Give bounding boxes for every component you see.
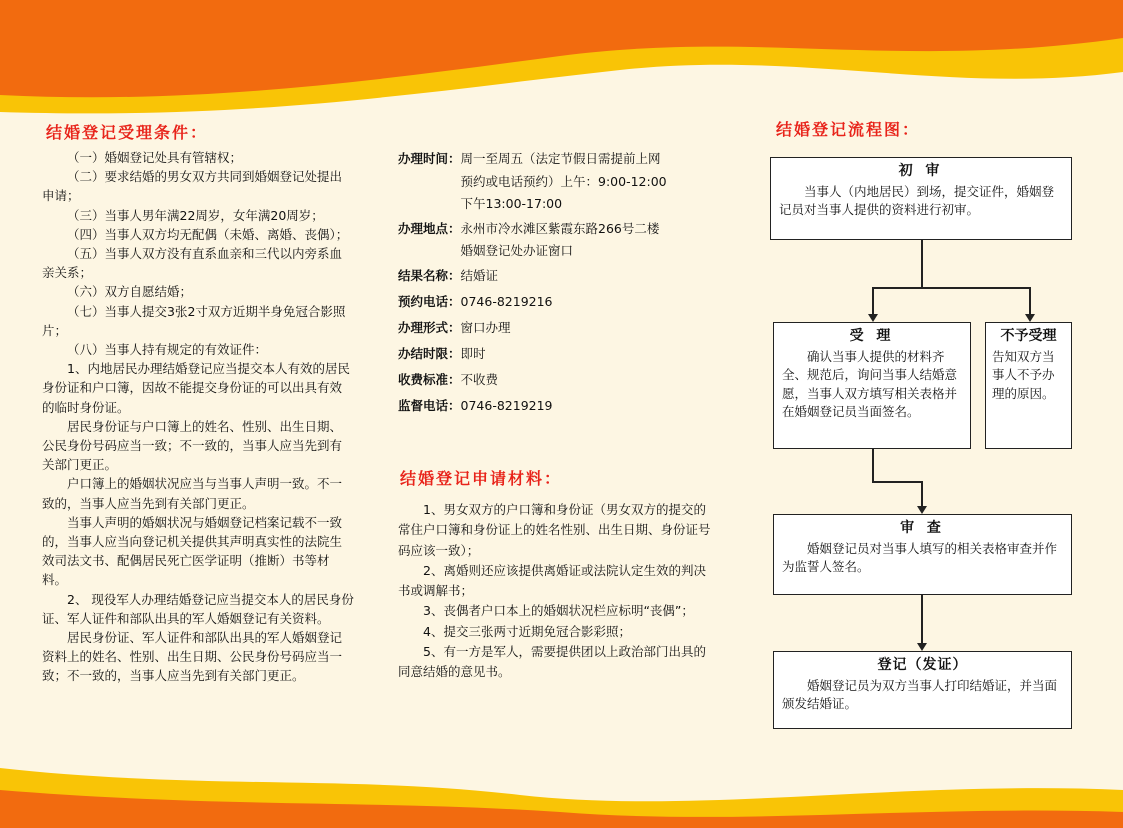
- paragraph: （八）当事人持有规定的有效证件：: [67, 342, 268, 358]
- conditions-text: [42, 148, 354, 686]
- info-row: [398, 367, 738, 393]
- paragraph: （七）当事人提交3张2寸双方近期半身免冠合影照片；: [42, 303, 346, 338]
- arrow-down-icon: [1025, 314, 1035, 322]
- list-item: 5、有一方是军人，需要提供团以上政治部门出具的同意结婚的意见书。: [398, 644, 706, 680]
- info-label: 办结时限：: [398, 345, 461, 361]
- service-info: [398, 146, 738, 419]
- info-label: 办理地点：: [398, 220, 461, 236]
- paragraph: （四）当事人双方均无配偶（未婚、离婚、丧偶）；: [67, 226, 349, 242]
- info-row: [398, 289, 738, 315]
- materials-text: [398, 500, 716, 683]
- list-item: 3、丧偶者户口本上的婚姻状况栏应标明“丧偶”；: [423, 603, 694, 619]
- paragraph: 居民身份证与户口簿上的姓名、性别、出生日期、公民身份号码应当一致；不一致的，当事人应当先到有关部门更正。: [42, 418, 343, 473]
- info-label: 结果名称：: [398, 267, 461, 283]
- flow-heading: 结婚登记流程图：: [776, 120, 921, 139]
- info-row: [398, 315, 738, 341]
- list-item: 2、离婚则还应该提供离婚证或法院认定生效的判决书或调解书；: [398, 562, 706, 599]
- paragraph: 居民身份证、军人证件和部队出具的军人婚姻登记资料上的姓名、性别、出生日期、公民身份号码应当一致；不一致的，当事人应当先到有关部门更正。: [42, 630, 343, 684]
- info-row: [398, 263, 738, 289]
- flow-reject: [985, 322, 1072, 449]
- flow-connector: [872, 481, 922, 483]
- conditions-heading: 结婚登记受理条件：: [46, 123, 209, 142]
- flow-step-title: 受 理: [849, 328, 895, 344]
- paragraph: 2、 现役军人办理结婚登记应当提交本人的居民身份证、军人证件和部队出具的军人婚姻登记有关资料。: [42, 591, 354, 626]
- info-label: 监督电话：: [398, 397, 461, 413]
- flow-connector: [921, 240, 923, 288]
- flow-step-title: 初 审: [898, 163, 944, 179]
- info-value: 窗口办理: [460, 319, 511, 335]
- list-item: 4、提交三张两寸近期免冠合影彩照；: [423, 623, 631, 639]
- paragraph: （二）要求结婚的男女双方共同到婚姻登记处提出申请；: [42, 169, 343, 204]
- paragraph: （五）当事人双方没有直系血亲和三代以内旁系血亲关系；: [42, 246, 343, 281]
- paragraph: （一）婚姻登记处具有管辖权；: [67, 150, 243, 165]
- info-value: 0746-8219216: [460, 293, 553, 309]
- info-label: 办理时间：: [398, 151, 461, 166]
- info-row: [398, 216, 738, 263]
- info-value: 永州市冷水滩区紫霞东路266号二楼 婚姻登记处办证窗口: [460, 220, 660, 258]
- flow-step-title: 审 查: [900, 520, 945, 536]
- paragraph: 1、内地居民办理结婚登记应当提交本人有效的居民身份证和户口簿，因故不能提交身份证的可以出具有效的临时身份证。: [42, 361, 350, 415]
- info-row: [398, 393, 738, 419]
- paragraph: 当事人声明的婚姻状况与婚姻登记档案记载不一致的，当事人应当向登记机关提供其声明真实性的法院生效司法文书、配偶居民死亡医学证明（推断）书等材料。: [42, 514, 343, 588]
- list-item: 1、男女双方的户口簿和身份证（男女双方的提交的常住户口簿和身份证上的姓名性别、出生日期、身份证号码应该一致）；: [398, 502, 711, 558]
- flow-connector: [921, 595, 923, 645]
- arrow-down-icon: [917, 643, 927, 651]
- info-row: [398, 341, 738, 367]
- paragraph: 户口簿上的婚姻状况应当与当事人声明一致。不一致的，当事人应当先到有关部门更正。: [42, 476, 343, 511]
- materials-heading: 结婚登记申请材料：: [400, 469, 563, 488]
- info-value: 不收费: [460, 371, 499, 387]
- flow-step-body: 确认当事人提供的材料齐全、规范后，询问当事人结婚意愿，当事人双方填写相关表格并在婚姻登记员当面签名。: [782, 348, 958, 419]
- info-value: 即时: [460, 345, 486, 361]
- flow-connector: [872, 287, 874, 315]
- flow-connector: [872, 449, 874, 482]
- flow-connector: [1029, 287, 1031, 315]
- flow-step-body: 婚姻登记员为双方当事人打印结婚证，并当面颁发结婚证。: [782, 677, 1058, 711]
- arrow-down-icon: [917, 506, 927, 514]
- info-label: 收费标准：: [398, 371, 461, 387]
- flow-step-body: 告知双方当事人不予办理的原因。: [992, 348, 1055, 401]
- flow-connector: [921, 481, 923, 507]
- info-label: 办理形式：: [398, 319, 461, 335]
- info-value: 周一至周五（法定节假日需提前上网 预约或电话预约）上午：9:00-12:00 下午13:00-17:00: [460, 151, 667, 211]
- paragraph: （六）双方自愿结婚；: [67, 284, 193, 300]
- arrow-down-icon: [868, 314, 878, 322]
- flow-initial-review: [770, 157, 1072, 240]
- flow-examine: [773, 514, 1072, 595]
- flow-connector: [872, 287, 1030, 289]
- flow-step-title: 登记（发证）: [877, 657, 968, 673]
- info-value: 0746-8219219: [460, 397, 553, 413]
- flow-step-title: 不予受理: [1000, 328, 1057, 344]
- info-row: [398, 146, 738, 216]
- flow-step-body: 婚姻登记员对当事人填写的相关表格审查并作为监誓人签名。: [782, 540, 1058, 574]
- flow-accept: [773, 322, 971, 449]
- flow-step-body: 当事人（内地居民）到场，提交证件，婚姻登记员对当事人提供的资料进行初审。: [779, 183, 1055, 217]
- paragraph: （三）当事人男年满22周岁，女年满20周岁；: [67, 207, 324, 223]
- info-value: 结婚证: [460, 267, 499, 283]
- flow-issue: [773, 651, 1072, 729]
- info-label: 预约电话：: [398, 293, 461, 309]
